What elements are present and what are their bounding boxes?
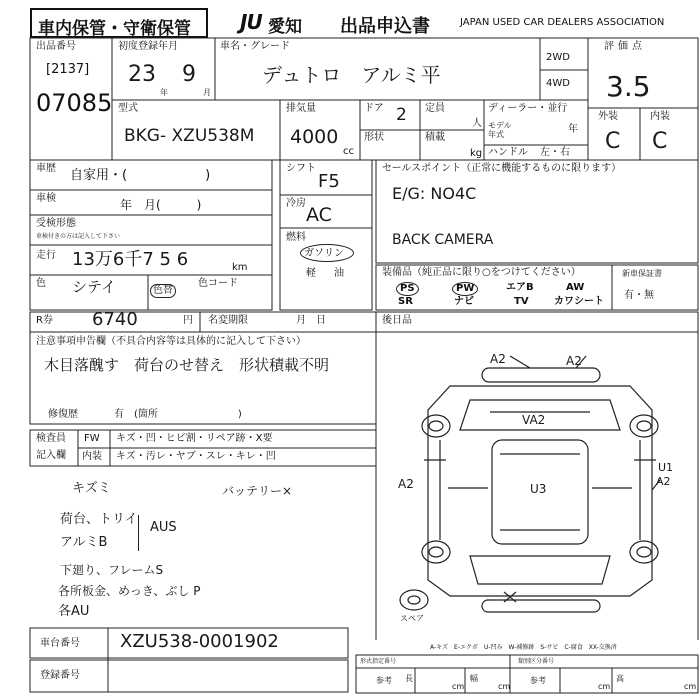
length-label: 長 [405, 674, 413, 683]
damage-label-windshield: VA2 [522, 413, 546, 427]
association-name: JAPAN USED CAR DEALERS ASSOCIATION [460, 17, 665, 28]
four-wd-label: 4WD [546, 78, 570, 89]
displacement-value: 4000 [290, 126, 339, 148]
first-reg-month: 9 [182, 62, 196, 87]
load-label: 積載 [425, 132, 445, 143]
mileage-label: 走行 [36, 250, 56, 261]
rating-value: 3.5 [606, 70, 651, 103]
type-label: 型式 [118, 103, 138, 114]
damage-label-left-side: A2 [398, 477, 414, 491]
equipment-label: 装備品（純正品に限り○をつけてください） [382, 267, 581, 278]
inspector-note-4: 下廻り、フレームS [60, 563, 164, 577]
ac-label: 冷房 [286, 198, 306, 209]
first-reg-year-unit: 年 [160, 88, 168, 97]
ref-label-1: 参考 [376, 676, 392, 685]
dealer-import-label: ディーラー・並行 [488, 103, 568, 114]
handle-label: ハンドル [488, 147, 528, 158]
displacement-label: 排気量 [286, 103, 316, 114]
lot-number: 07085 [36, 89, 113, 117]
inspector-note-aside: AUS [150, 520, 177, 535]
door-value: 2 [396, 105, 407, 125]
selling-point-1: E/G: NO4C [392, 184, 477, 203]
color-label: 色 [36, 278, 46, 289]
cm-unit-2: cm [498, 682, 511, 691]
two-wd-label: 2WD [546, 52, 570, 63]
interior-value: C [652, 129, 668, 154]
form-note: 車検付きの方は記入して下さい [36, 233, 121, 240]
inspector-note-2: 荷台、トリイ [60, 512, 138, 527]
registration-label: 登録番号 [40, 670, 80, 681]
r-ticket-label: R券 [36, 315, 53, 326]
mileage-unit: km [232, 262, 248, 273]
damage-label-right-u1: U1 [658, 461, 674, 474]
cm-unit-1: cm [452, 682, 465, 691]
repair-history-label: 修復歴 [48, 409, 78, 420]
shift-label: シフト [286, 163, 316, 174]
damage-label-roof: U3 [530, 482, 547, 496]
shape-label: 形状 [364, 132, 384, 143]
color-code-label: 色コード [198, 278, 238, 289]
inspection-label: 車検 [36, 193, 56, 204]
repair-history-value: 有 (箇所 ) [114, 409, 242, 420]
fw-label: FW [84, 433, 100, 444]
inspector-label-1: 検査員 [36, 433, 66, 444]
transfer-value: 月 日 [296, 315, 326, 326]
shift-value: F5 [318, 171, 340, 192]
damage-label-right-a2: A2 [656, 475, 671, 488]
int-label: 内装 [82, 451, 102, 462]
model-label: 車名・グレード [220, 41, 290, 52]
rating-label: 評価点 [604, 41, 646, 52]
inspection-value: 年 月( ) [120, 198, 202, 212]
exterior-value: C [605, 129, 621, 154]
capacity-label: 定員 [425, 103, 445, 114]
form-title: 出品申込書 [340, 16, 430, 37]
class-label: 類別区分番号 [518, 658, 555, 665]
chassis-label: 車台番号 [40, 638, 80, 649]
equip-ps: PS [396, 282, 419, 296]
notes-label: 注意事項申告欄（不具合内容等は具体的に記入して下さい） [36, 336, 306, 347]
load-unit: kg [470, 148, 483, 159]
battery-note: バッテリー× [222, 484, 293, 498]
cm-unit-4: cm [684, 682, 697, 691]
damage-label-front-left: A2 [490, 352, 506, 366]
org-name: 愛知 [268, 17, 302, 37]
first-reg-month-unit: 月 [203, 88, 211, 97]
color-change: 色替 [150, 284, 176, 298]
brand-logo: JU [240, 10, 262, 34]
chassis-value: XZU538-0001902 [120, 631, 279, 652]
notes-value: 木目落醜す 荷台のせ替え 形状積載不明 [44, 356, 330, 374]
inspector-note-3: アルミB [60, 535, 108, 550]
door-label: ドア [364, 103, 384, 114]
transfer-label: 名変期限 [208, 315, 248, 326]
cm-unit-3: cm [598, 682, 611, 691]
storage-note: 車内保管・守衛保管 [38, 19, 191, 39]
equip-aw: AW [566, 282, 585, 293]
model-year-label: モデル年式 [488, 121, 512, 139]
interior-label: 内装 [650, 111, 670, 122]
int-items: キズ・汚レ・ヤブ・スレ・キレ・凹 [116, 451, 276, 462]
damage-label-front-right: A2 [566, 354, 582, 368]
lot-small-number: [2137] [46, 62, 90, 77]
r-ticket-value: 6740 [92, 309, 138, 330]
model-year-unit: 年 [568, 124, 578, 135]
r-ticket-unit: 円 [183, 315, 193, 326]
capacity-unit: 人 [472, 118, 482, 129]
lot-label: 出品番号 [36, 41, 76, 52]
model-value: デュトロ アルミ平 [262, 63, 441, 87]
back-order-label: 後日品 [382, 315, 412, 326]
warranty-label: 新車保証書 [622, 269, 662, 278]
fuel-gasoline: ガソリン [304, 248, 344, 259]
spare-tire-label: スペア [400, 614, 424, 623]
damage-legend: A-キズ E-エクボ U-凹み W-補修跡 S-サビ C-腐食 XX-交換済 [430, 644, 617, 651]
equip-pw: PW [452, 282, 478, 296]
selling-points-label: セールスポイント（正常に機能するものに限ります） [382, 163, 622, 174]
inspector-label-2: 記入欄 [36, 450, 66, 461]
ac-value: AC [306, 204, 332, 226]
fuel-label: 燃料 [286, 232, 306, 243]
fuel-light: 軽 [306, 268, 316, 279]
equip-tv: TV [514, 296, 529, 307]
warranty-options: 有・無 [624, 290, 654, 301]
fw-items: キズ・凹・ヒビ割・リペア跡・X要 [116, 433, 273, 444]
equip-leather-seat: カワシート [554, 296, 604, 307]
history-value: 自家用・( ) [70, 168, 211, 183]
mileage-value: 13万6千7 5 6 [72, 249, 189, 270]
height-label: 高 [616, 674, 624, 683]
type-value: BKG- XZU538M [124, 126, 255, 146]
handle-options: 左・右 [540, 147, 570, 158]
exterior-label: 外装 [598, 111, 618, 122]
equip-airbag: エアB [506, 282, 534, 293]
form-label: 受検形態 [36, 218, 76, 229]
first-reg-year: 23 [128, 62, 156, 87]
inspector-note-1: キズミ [72, 481, 111, 496]
cc-unit: cc [343, 146, 354, 157]
first-reg-label: 初度登録年月 [118, 41, 178, 52]
equip-sr: SR [398, 296, 413, 307]
fuel-oil: 油 [334, 268, 344, 279]
inspector-note-5: 各所板金、めっき、ぶし P [58, 584, 201, 598]
type-cert-label: 形式指定番号 [360, 658, 397, 665]
history-label: 車歴 [36, 163, 56, 174]
inspector-note-6: 各AU [58, 604, 90, 619]
color-value: シテイ [72, 278, 116, 296]
equip-navi: ナビ [454, 296, 474, 307]
ref-label-2: 参考 [530, 676, 546, 685]
width-label: 幅 [470, 674, 478, 683]
selling-point-2: BACK CAMERA [392, 232, 494, 248]
